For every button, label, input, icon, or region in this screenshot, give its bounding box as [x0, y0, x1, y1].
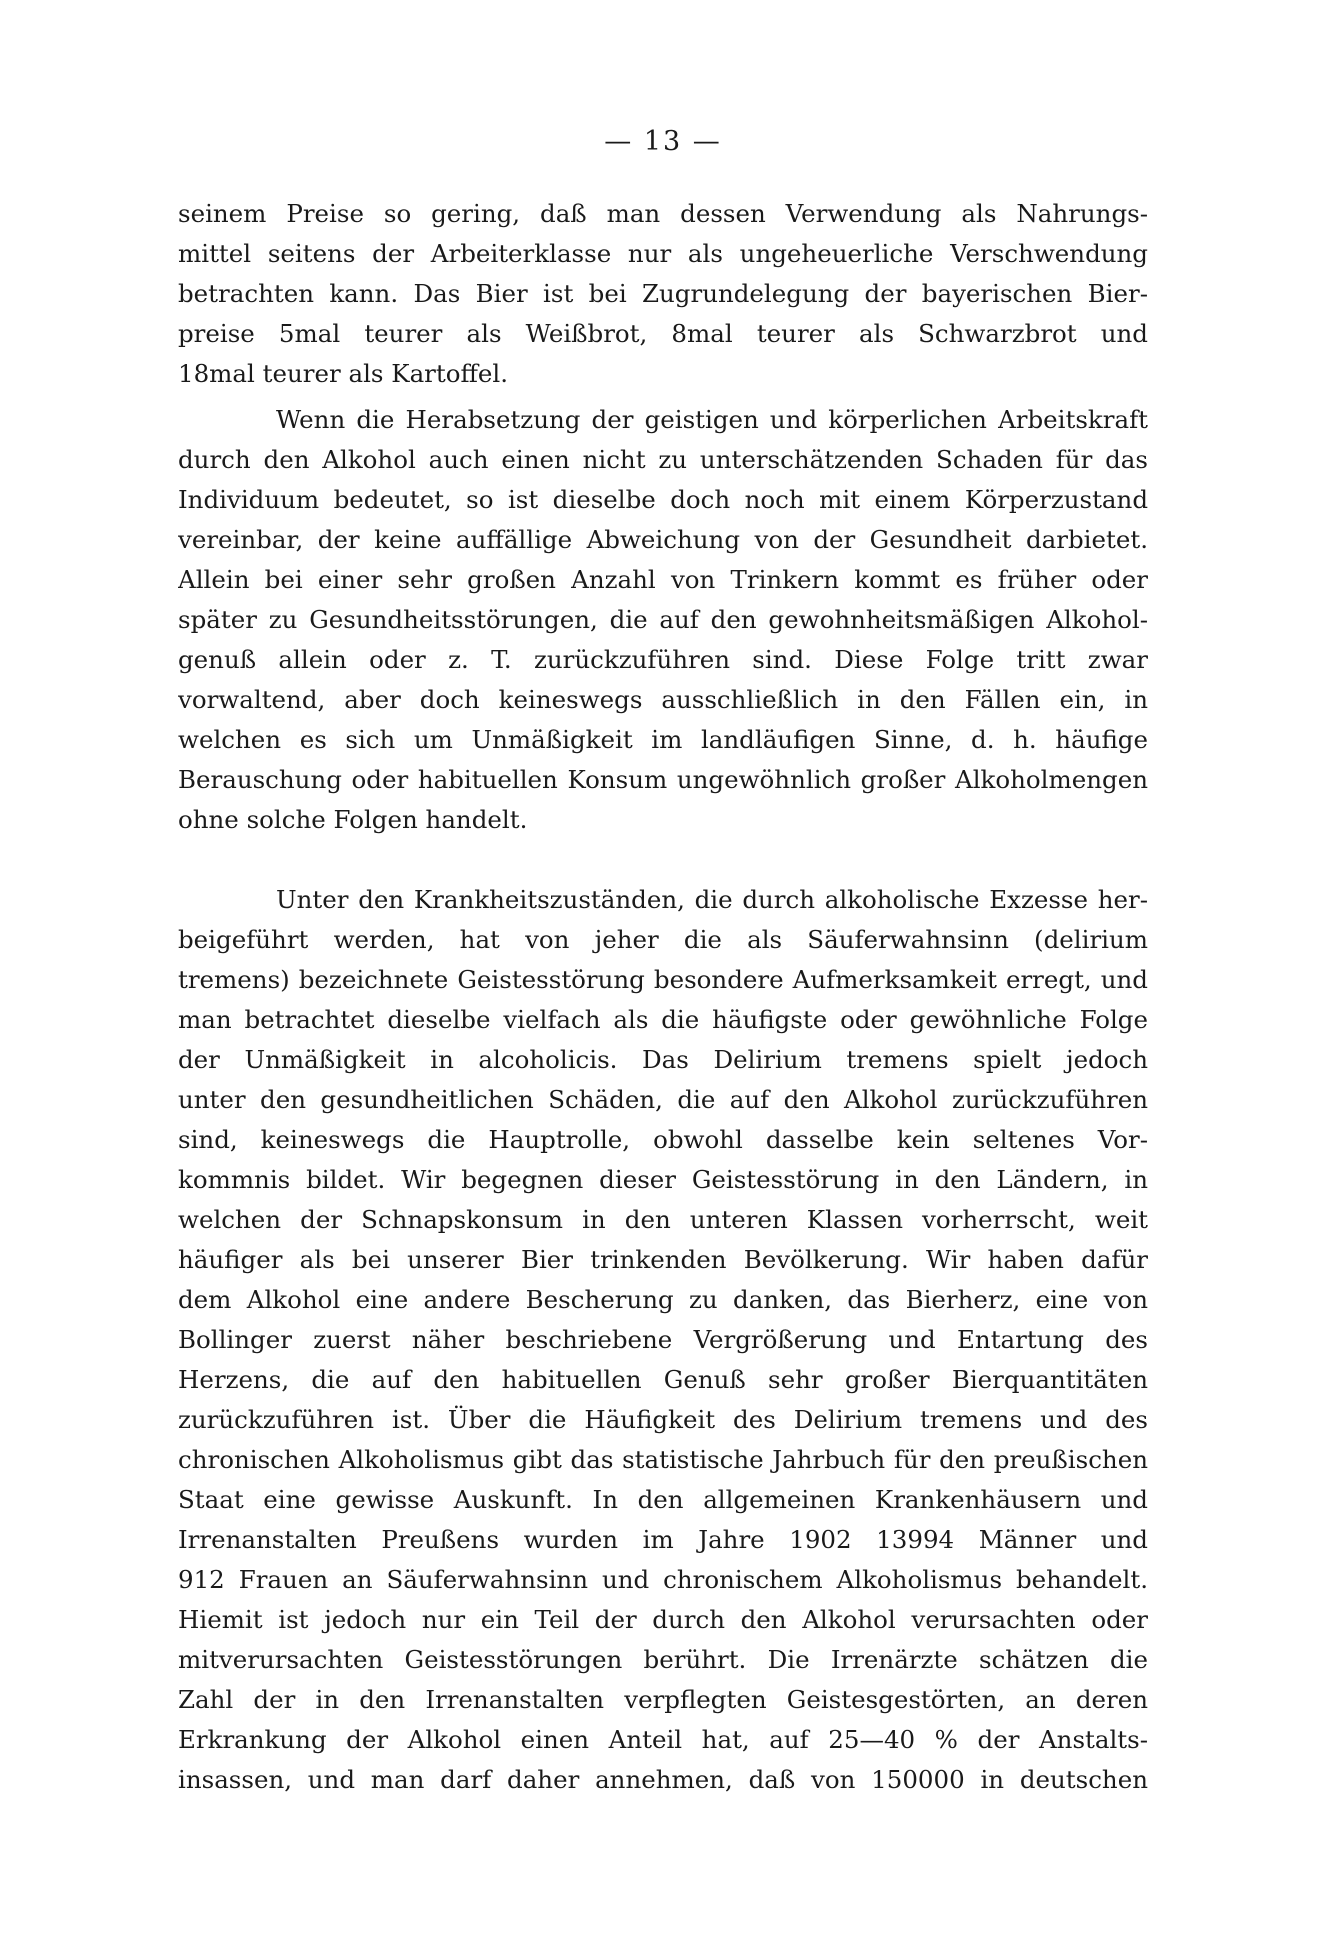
text-line: Wenn die Herabsetzung der geistigen und körperlichen Arbeitskraft [276, 405, 1148, 434]
text-line: 18mal teurer als Kartoffel. [178, 359, 509, 388]
text-line: Bollinger zuerst näher beschriebene Vergrößerung und Entartung des [178, 1325, 1148, 1354]
text-line: preise 5mal teurer als Weißbrot, 8mal teurer als Schwarzbrot und [178, 319, 1148, 348]
text-line: der Unmäßigkeit in alcoholicis. Das Delirium tremens spielt jedoch [178, 1045, 1148, 1074]
text-line: Hiemit ist jedoch nur ein Teil der durch den Alkohol verursachten oder [178, 1605, 1148, 1634]
text-line: welchen es sich um Unmäßigkeit im landläufigen Sinne, d. h. häufige [178, 725, 1148, 754]
text-line: unter den gesundheitlichen Schäden, die auf den Alkohol zurückzuführen [178, 1085, 1148, 1114]
text-line: Berauschung oder habituellen Konsum ungewöhnlich großer Alkoholmengen [178, 765, 1148, 794]
text-line: mittel seitens der Arbeiterklasse nur als ungeheuerliche Verschwendung [178, 239, 1148, 268]
paragraph-1 [178, 194, 1148, 394]
text-line: Allein bei einer sehr großen Anzahl von Trinkern kommt es früher oder [178, 565, 1148, 594]
text-line: genuß allein oder z. T. zurückzuführen sind. Diese Folge tritt zwar [178, 645, 1148, 674]
text-line: Erkrankung der Alkohol einen Anteil hat, auf 25—40 % der Anstalts- [178, 1725, 1148, 1754]
text-line: mitverursachten Geistesstörungen berührt. Die Irrenärzte schätzen die [178, 1645, 1148, 1674]
text-line: betrachten kann. Das Bier ist bei Zugrundelegung der bayerischen Bier- [178, 279, 1148, 308]
text-line: häufiger als bei unserer Bier trinkenden Bevölkerung. Wir haben dafür [178, 1245, 1148, 1274]
text-line: Unter den Krankheitszuständen, die durch alkoholische Exzesse her- [276, 885, 1148, 914]
text-line: Herzens, die auf den habituellen Genuß sehr großer Bierquantitäten [178, 1365, 1148, 1394]
text-line: seinem Preise so gering, daß man dessen Verwendung als Nahrungs- [178, 199, 1148, 228]
text-line: sind, keineswegs die Hauptrolle, obwohl dasselbe kein seltenes Vor- [178, 1125, 1148, 1154]
page-number: — 13 — [604, 126, 722, 157]
text-line: vorwaltend, aber doch keineswegs ausschließlich in den Fällen ein, in [178, 685, 1148, 714]
text-line: insassen, und man darf daher annehmen, daß von 150000 in deutschen [178, 1765, 1148, 1794]
text-line: ohne solche Folgen handelt. [178, 805, 528, 834]
text-line: man betrachtet dieselbe vielfach als die häufigste oder gewöhnliche Folge [178, 1005, 1148, 1034]
text-line: dem Alkohol eine andere Bescherung zu danken, das Bierherz, eine von [178, 1285, 1148, 1314]
text-line: chronischen Alkoholismus gibt das statistische Jahrbuch für den preußischen [178, 1445, 1148, 1474]
text-line: durch den Alkohol auch einen nicht zu unterschätzenden Schaden für das [178, 445, 1148, 474]
text-line: Individuum bedeutet, so ist dieselbe doch noch mit einem Körperzustand [178, 485, 1148, 514]
text-line: Irrenanstalten Preußens wurden im Jahre 1902 13994 Männer und [178, 1525, 1148, 1554]
text-line: vereinbar, der keine auffällige Abweichung von der Gesundheit darbietet. [178, 525, 1148, 554]
text-line: welchen der Schnapskonsum in den unteren Klassen vorherrscht, weit [178, 1205, 1148, 1234]
paragraph-3 [178, 880, 1148, 1800]
text-line: zurückzuführen ist. Über die Häufigkeit des Delirium tremens und des [178, 1405, 1148, 1434]
text-line: später zu Gesundheitsstörungen, die auf den gewohnheitsmäßigen Alkohol- [178, 605, 1148, 634]
text-line: beigeführt werden, hat von jeher die als Säuferwahnsinn (delirium [178, 925, 1148, 954]
paragraph-2 [178, 400, 1148, 840]
text-line: Zahl der in den Irrenanstalten verpflegten Geistesgestörten, an deren [178, 1685, 1148, 1714]
text-line: kommnis bildet. Wir begegnen dieser Geistesstörung in den Ländern, in [178, 1165, 1148, 1194]
text-line: tremens) bezeichnete Geistesstörung besondere Aufmerksamkeit erregt, und [178, 965, 1148, 994]
text-line: Staat eine gewisse Auskunft. In den allgemeinen Krankenhäusern und [178, 1485, 1148, 1514]
text-line: 912 Frauen an Säuferwahnsinn und chronischem Alkoholismus behandelt. [178, 1565, 1148, 1594]
